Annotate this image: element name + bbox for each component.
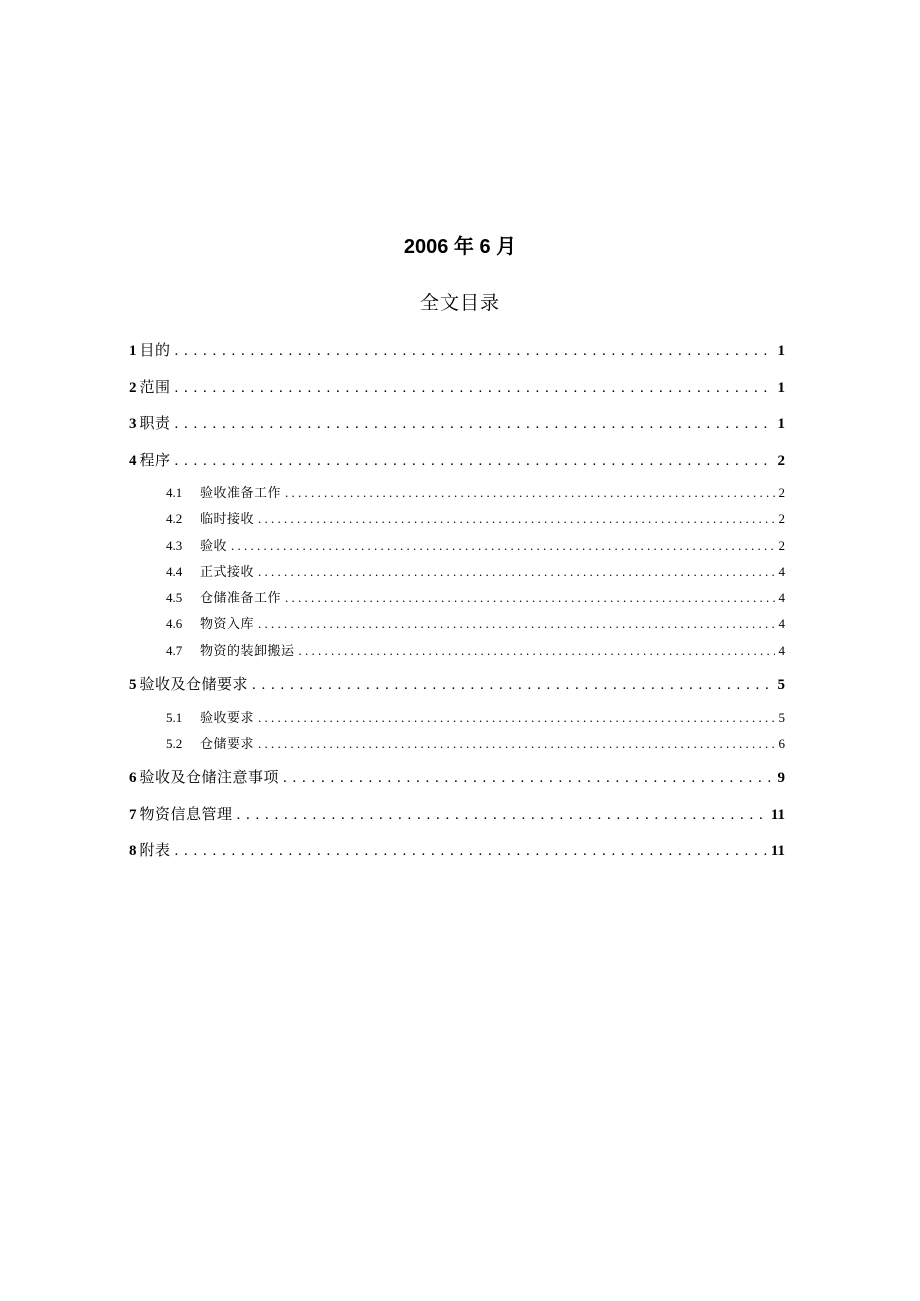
toc-entry[interactable] [129, 672, 785, 709]
toc-entry-number: 6 [129, 770, 137, 787]
toc-subentry[interactable] [129, 707, 785, 733]
toc-entry-label: 验收及仓储注意事项 [139, 770, 280, 787]
toc-subentry-number: 5.1 [166, 709, 183, 725]
toc-subentry-page: 4 [778, 616, 785, 632]
toc-entry-label: 范围 [139, 379, 171, 396]
toc-dot-leader [258, 733, 774, 755]
toc-dot-leader [237, 802, 767, 828]
toc-dot-leader [175, 411, 774, 437]
toc-dot-leader [258, 561, 774, 583]
toc-subentry-page: 6 [778, 735, 785, 751]
table-of-contents [129, 338, 785, 875]
toc-subentry-label: 正式接收 [200, 563, 255, 579]
toc-dot-leader [285, 482, 774, 504]
toc-entry-label: 程序 [139, 452, 171, 469]
toc-subentry-label: 物资入库 [200, 616, 255, 632]
toc-dot-leader [175, 375, 774, 401]
toc-dot-leader [299, 640, 775, 662]
toc-dot-leader [175, 838, 767, 864]
toc-subentry-page: 4 [778, 642, 785, 658]
toc-subentry-number: 5.2 [166, 735, 183, 751]
toc-entry[interactable] [129, 802, 785, 839]
toc-entry-page: 1 [777, 343, 785, 359]
toc-entry-number: 8 [129, 843, 137, 860]
toc-entry-page: 1 [777, 379, 785, 396]
toc-entry-page: 11 [770, 843, 785, 860]
toc-entry-label: 附表 [139, 843, 171, 860]
toc-entry[interactable] [129, 375, 785, 412]
toc-entry-page: 11 [770, 806, 785, 823]
toc-title: 全文目录 [419, 292, 500, 314]
toc-dot-leader [175, 448, 774, 474]
toc-entry[interactable] [129, 411, 785, 448]
toc-subentry[interactable] [129, 613, 785, 639]
toc-entry-number: 5 [129, 677, 137, 694]
document-date: 2006 年 6 月 [403, 236, 517, 258]
toc-subentry-label: 验收准备工作 [200, 485, 282, 500]
toc-subentry[interactable] [129, 561, 785, 587]
toc-entry-label: 物资信息管理 [139, 806, 233, 823]
toc-subentry-label: 仓储准备工作 [200, 590, 282, 606]
toc-entry-number: 4 [129, 452, 137, 469]
toc-entry[interactable] [129, 838, 785, 875]
toc-subentry-page: 4 [778, 590, 785, 606]
toc-dot-leader [258, 613, 774, 635]
toc-entry-label: 验收及仓储要求 [139, 677, 249, 694]
toc-entry-number: 1 [129, 343, 137, 359]
toc-subentry[interactable] [129, 535, 785, 561]
toc-subentry-label: 验收 [200, 537, 228, 553]
toc-entry-page: 9 [777, 770, 785, 787]
toc-dot-leader [252, 672, 773, 698]
toc-dot-leader [258, 508, 774, 530]
toc-subentry-page: 2 [778, 485, 785, 500]
toc-entry-label: 目的 [139, 343, 171, 359]
toc-entry-number: 7 [129, 806, 137, 823]
toc-subentry-number: 4.1 [166, 485, 183, 500]
toc-subentry-label: 临时接收 [200, 511, 255, 527]
toc-entry[interactable] [129, 338, 785, 375]
toc-subentry[interactable] [129, 508, 785, 534]
toc-subentry-number: 4.2 [166, 511, 183, 527]
toc-subentry[interactable] [129, 733, 785, 759]
toc-subentry-number: 4.6 [166, 616, 183, 632]
toc-subentry-page: 2 [778, 537, 785, 553]
toc-subentry[interactable] [129, 640, 785, 666]
toc-entry-page: 2 [777, 452, 785, 469]
toc-entry-label: 职责 [139, 416, 171, 432]
toc-dot-leader [258, 707, 774, 729]
toc-dot-leader [285, 587, 774, 609]
toc-subentry-number: 4.4 [166, 563, 183, 579]
toc-subentry[interactable] [129, 587, 785, 613]
toc-entry[interactable] [129, 765, 785, 802]
toc-entry-number: 3 [129, 416, 137, 432]
toc-subentry-label: 仓储要求 [200, 735, 255, 751]
toc-subentry-page: 4 [778, 563, 785, 579]
toc-entry-page: 5 [777, 677, 785, 694]
toc-subentry-page: 5 [778, 709, 785, 725]
toc-subentry-number: 4.7 [166, 642, 183, 658]
toc-dot-leader [175, 338, 774, 364]
toc-dot-leader [231, 535, 774, 557]
toc-subentry[interactable] [129, 482, 785, 508]
toc-subentry-label: 验收要求 [200, 709, 255, 725]
toc-subentry-page: 2 [778, 511, 785, 527]
toc-subentry-number: 4.5 [166, 590, 183, 606]
toc-entry-number: 2 [129, 379, 137, 396]
toc-subentry-label: 物资的装卸搬运 [200, 642, 295, 658]
toc-entry[interactable] [129, 448, 785, 485]
toc-dot-leader [283, 765, 773, 791]
toc-subentry-number: 4.3 [166, 537, 183, 553]
toc-entry-page: 1 [777, 416, 785, 432]
